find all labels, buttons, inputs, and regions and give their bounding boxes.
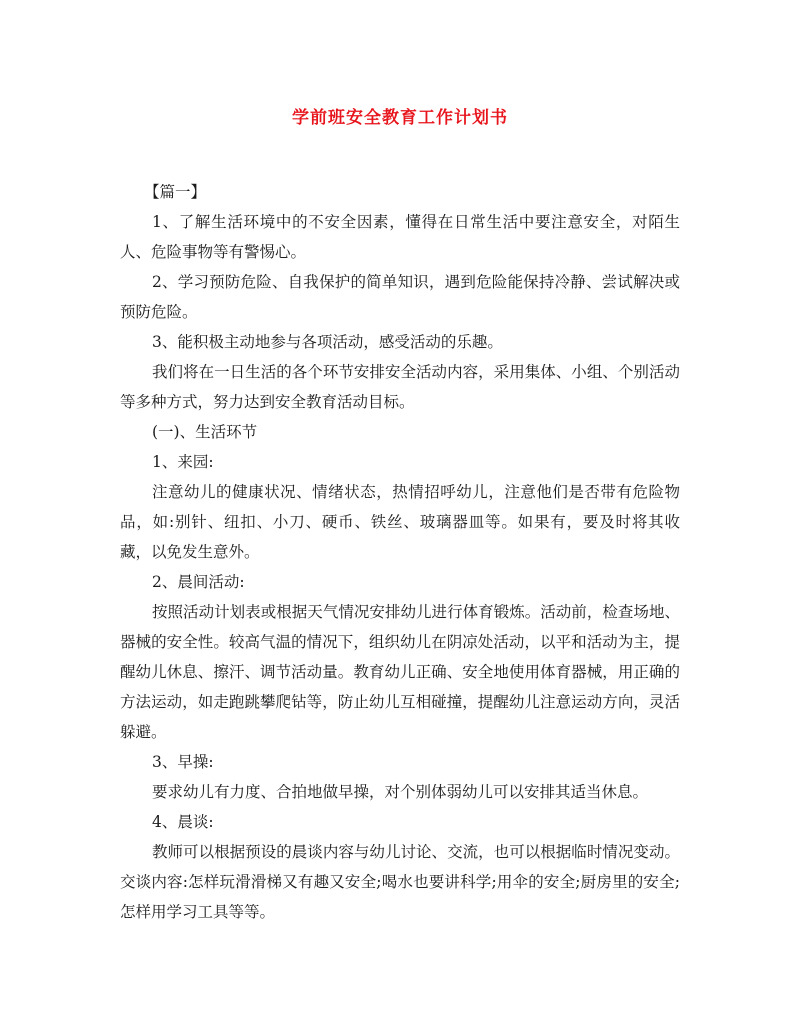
- paragraph: 我们将在一日生活的各个环节安排安全活动内容，采用集体、小组、个别活动等多种方式，努力达到安全教育活动目标。: [120, 363, 680, 411]
- document-title: 学前班安全教育工作计划书: [292, 108, 508, 128]
- section-heading: 【篇一】: [144, 183, 207, 201]
- paragraph: 按照活动计划表或根据天气情况安排幼儿进行体育锻炼。活动前，检查场地、器械的安全性。较高气温的情况下，组织幼儿在阴凉处活动，以平和活动为主，提醒幼儿休息、擦汗、调节活动量。教育幼儿正确、安全地使用体育器械，用正确的方法运动，如走跑跳攀爬钻等，防止幼儿互相碰撞，提醒幼儿注意运动方向，灵活躲避。: [120, 603, 680, 741]
- subheading: (一)、生活环节: [152, 423, 258, 441]
- paragraph: 2、学习预防危险、自我保护的简单知识，遇到危险能保持冷静、尝试解决或预防危险。: [120, 273, 680, 321]
- paragraph: 注意幼儿的健康状况、情绪状态，热情招呼幼儿，注意他们是否带有危险物品，如:别针、纽扣、小刀、硬币、铁丝、玻璃器皿等。如果有，要及时将其收藏，以免发生意外。: [120, 483, 680, 561]
- document-body: [120, 177, 680, 927]
- paragraph: 要求幼儿有力度、合拍地做早操，对个别体弱幼儿可以安排其适当休息。: [152, 783, 649, 801]
- paragraph: 教师可以根据预设的晨谈内容与幼儿讨论、交流，也可以根据临时情况变动。交谈内容:怎样玩滑滑梯又有趣又安全;喝水也要讲科学;用伞的安全;厨房里的安全;怎样用学习工具等等。: [120, 843, 680, 921]
- subheading: 1、来园:: [152, 453, 214, 471]
- subheading: 2、晨间活动:: [152, 573, 245, 591]
- subheading: 4、晨谈:: [152, 813, 214, 831]
- paragraph: 3、能积极主动地参与各项活动，感受活动的乐趣。: [152, 333, 503, 351]
- paragraph: 1、了解生活环境中的不安全因素，懂得在日常生活中要注意安全，对陌生人、危险事物等有警惕心。: [120, 213, 680, 261]
- subheading: 3、早操:: [152, 753, 214, 771]
